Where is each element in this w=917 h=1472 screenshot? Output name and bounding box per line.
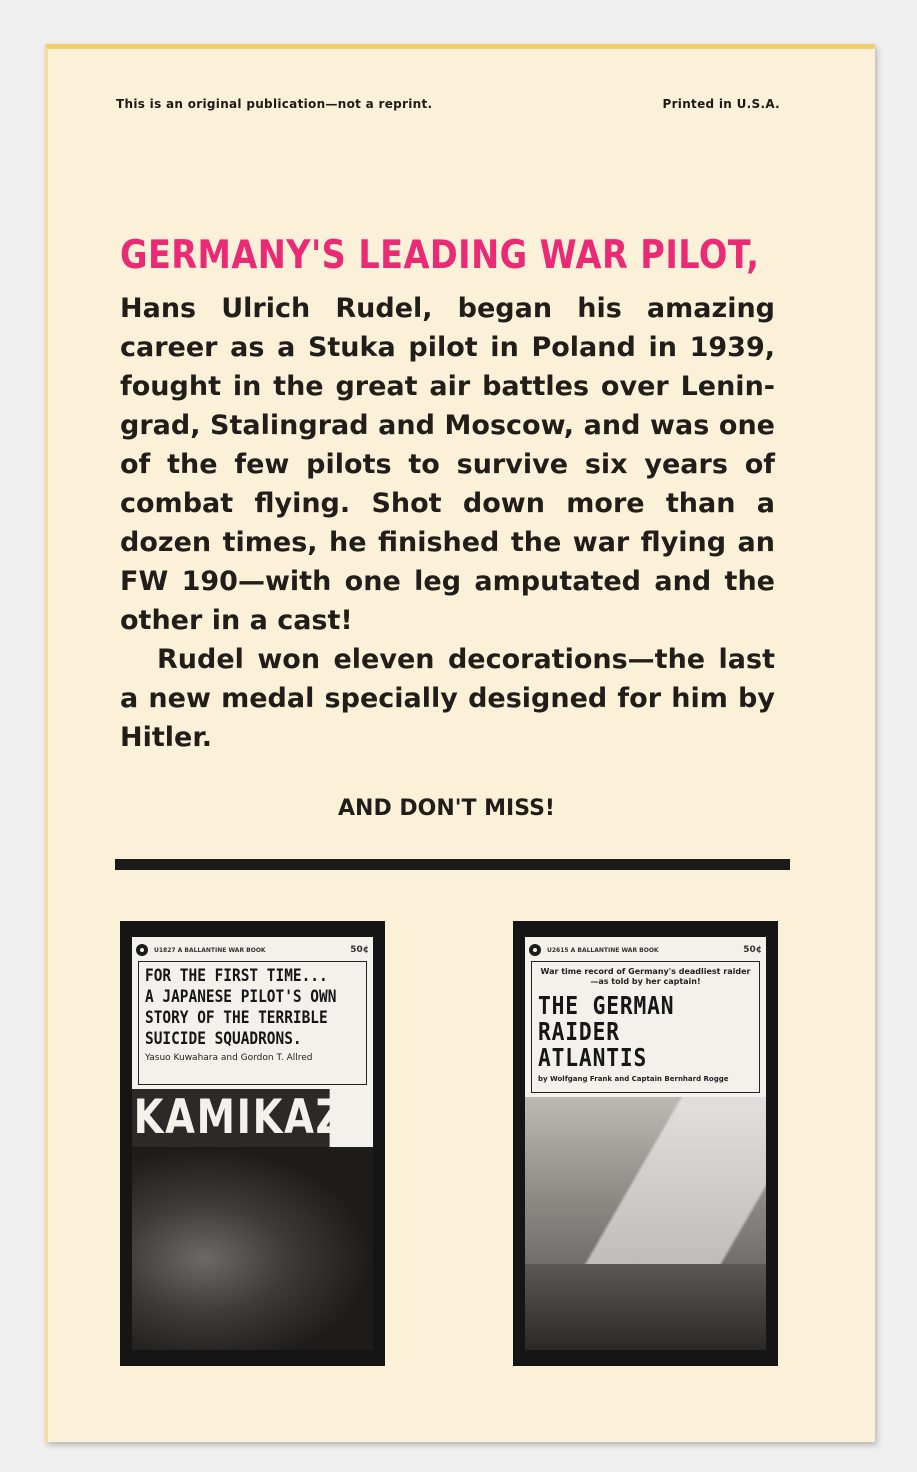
ballantine-logo-icon: [529, 944, 541, 956]
book-title-line: RAIDER: [538, 1017, 620, 1046]
blurb-paragraph-2: Rudel won eleven decorations—the last a new medal specially designed for him by Hitler.: [120, 644, 775, 753]
price: 50¢: [350, 945, 369, 955]
tagline-line: STORY OF THE TERRIBLE: [145, 1008, 328, 1028]
ballantine-logo-icon: [136, 944, 148, 956]
dont-miss-heading: AND DON'T MISS!: [338, 796, 555, 821]
tagline-line: A JAPANESE PILOT'S OWN: [145, 987, 337, 1007]
printed-in-note: Printed in U.S.A.: [662, 97, 780, 111]
book-authors: Yasuo Kuwahara and Gordon T. Allred: [145, 1053, 313, 1063]
book-cover-kamikaze-inner: [132, 937, 373, 1350]
book-cover-atlantis-inner: [525, 937, 766, 1350]
tagline-line: SUICIDE SQUADRONS.: [145, 1029, 302, 1049]
original-publication-note: This is an original publication—not a reprint.: [116, 97, 433, 111]
publisher-line: U2615 A BALLANTINE WAR BOOK: [547, 946, 659, 954]
divider-rule: [115, 859, 790, 870]
book-cover-kamikaze: [120, 921, 385, 1366]
price: 50¢: [743, 945, 762, 955]
tagline-box: [138, 961, 367, 1085]
cover-photo-smoke: [132, 1147, 373, 1350]
title-box: [531, 961, 760, 1093]
publisher-line: U1827 A BALLANTINE WAR BOOK: [154, 946, 266, 954]
tagline-line: War time record of Germany's deadliest raider: [540, 967, 751, 976]
tagline-line: FOR THE FIRST TIME...: [145, 966, 328, 986]
publisher-bar: [529, 943, 762, 957]
tagline-line: —as told by her captain!: [590, 977, 701, 986]
headline: GERMANY'S LEADING WAR PILOT,: [120, 233, 760, 278]
book-authors: by Wolfgang Frank and Captain Bernhard Rogge: [538, 1075, 729, 1083]
book-cover-raider-atlantis: [513, 921, 778, 1366]
book-title-line: ATLANTIS: [538, 1043, 648, 1072]
book-back-cover: [45, 44, 875, 1442]
blurb-paragraph-1: Hans Ulrich Rudel, began his amazing career as a Stuka pilot in Poland in 1939, fought in the great air battles over Lenin-grad, Stalingrad and Moscow, and was one of the few pilots to survive six years of combat flying. Shot down more than a dozen times, he finished the war flying an FW 190—with one leg amputated and the other in a cast!: [120, 293, 775, 636]
book-title: KAMIKAZE: [133, 1090, 373, 1145]
publisher-bar: [136, 943, 369, 957]
book-title-line: THE GERMAN: [538, 991, 675, 1020]
cover-photo-ship: [525, 1097, 766, 1350]
blurb: [120, 289, 775, 757]
